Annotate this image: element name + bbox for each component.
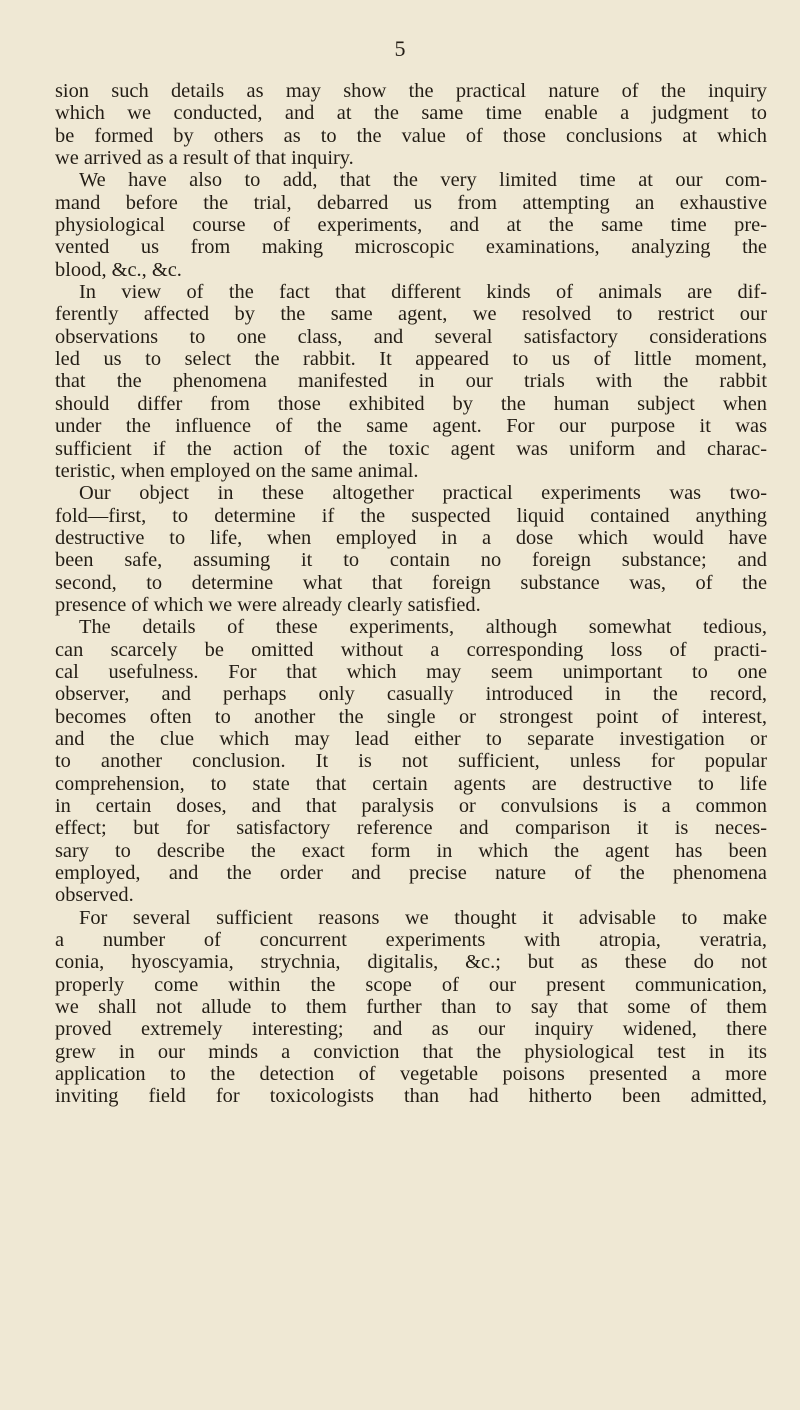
text-line: application to the detection of vegetable poisons presented a more bbox=[55, 1063, 767, 1086]
text-line: For several sufficient reasons we thought it advisable to make bbox=[79, 906, 767, 929]
text-line: observer, and perhaps only casually introduced in the record, bbox=[55, 683, 767, 706]
text-line: destructive to life, when employed in a dose which would have bbox=[55, 526, 767, 549]
page-number: 5 bbox=[394, 36, 406, 61]
text-line: cal usefulness. For that which may seem unimportant to one bbox=[55, 660, 767, 683]
text-line: observations to one class, and several satisfactory considerations bbox=[55, 325, 767, 348]
text-line: we arrived as a result of that inquiry. bbox=[55, 147, 354, 170]
text-line: employed, and the order and precise nature of the phenomena bbox=[55, 862, 767, 885]
text-line: physiological course of experiments, and at the same time pre- bbox=[55, 214, 767, 237]
text-line: grew in our minds a conviction that the physiological test in its bbox=[55, 1040, 767, 1063]
text-line: and the clue which may lead either to separate investigation or bbox=[55, 727, 767, 750]
text-line: inviting field for toxicologists than had hitherto been admitted, bbox=[55, 1085, 767, 1108]
text-line: under the influence of the same agent. For our purpose it was bbox=[55, 415, 767, 438]
text-line: teristic, when employed on the same animal. bbox=[55, 459, 419, 482]
text-line: We have also to add, that the very limited time at our com- bbox=[79, 169, 767, 192]
text-line: The details of these experiments, although somewhat tedious, bbox=[79, 616, 767, 639]
text-line: should differ from those exhibited by the human subject when bbox=[55, 392, 767, 415]
text-line: properly come within the scope of our present communication, bbox=[55, 973, 767, 996]
text-line: comprehension, to state that certain agents are destructive to life bbox=[55, 772, 767, 795]
text-line: which we conducted, and at the same time enable a judgment to bbox=[55, 102, 767, 125]
text-line: blood, &c., &c. bbox=[55, 258, 182, 281]
text-line: mand before the trial, debarred us from attempting an exhaustive bbox=[55, 191, 767, 214]
text-line: In view of the fact that different kinds of animals are dif- bbox=[79, 281, 767, 304]
text-line: led us to select the rabbit. It appeared to us of little moment, bbox=[55, 348, 767, 371]
text-line: been safe, assuming it to contain no foreign substance; and bbox=[55, 549, 767, 572]
text-line: be formed by others as to the value of those conclusions at which bbox=[55, 124, 767, 147]
text-line: sary to describe the exact form in which the agent has been bbox=[55, 839, 767, 862]
text-line: becomes often to another the single or strongest point of interest, bbox=[55, 705, 767, 728]
text-line: to another conclusion. It is not sufficient, unless for popular bbox=[55, 750, 767, 773]
text-line: effect; but for satisfactory reference and comparison it is neces- bbox=[55, 817, 767, 840]
text-line: second, to determine what that foreign substance was, of the bbox=[55, 571, 767, 594]
text-line: sion such details as may show the practical nature of the inquiry bbox=[55, 80, 767, 102]
body-text bbox=[55, 80, 767, 1108]
text-line: Our object in these altogether practical experiments was two- bbox=[79, 482, 767, 505]
text-line: proved extremely interesting; and as our inquiry widened, there bbox=[55, 1018, 767, 1041]
text-line: presence of which we were already clearly satisfied. bbox=[55, 593, 481, 616]
text-line: that the phenomena manifested in our trials with the rabbit bbox=[55, 370, 767, 393]
text-line: we shall not allude to them further than to say that some of them bbox=[55, 996, 767, 1019]
text-line: vented us from making microscopic examinations, analyzing the bbox=[55, 236, 767, 259]
text-line: can scarcely be omitted without a corresponding loss of practi- bbox=[55, 638, 767, 661]
text-line: sufficient if the action of the toxic agent was uniform and charac- bbox=[55, 437, 767, 460]
text-line: fold—first, to determine if the suspected liquid contained anything bbox=[55, 504, 767, 527]
text-line: in certain doses, and that paralysis or convulsions is a common bbox=[55, 795, 767, 817]
text-line: observed. bbox=[55, 884, 134, 907]
text-line: conia, hyoscyamia, strychnia, digitalis, &c.; but as these do not bbox=[55, 951, 767, 974]
text-line: a number of concurrent experiments with atropia, veratria, bbox=[55, 929, 767, 952]
text-line: ferently affected by the same agent, we resolved to restrict our bbox=[55, 303, 767, 326]
